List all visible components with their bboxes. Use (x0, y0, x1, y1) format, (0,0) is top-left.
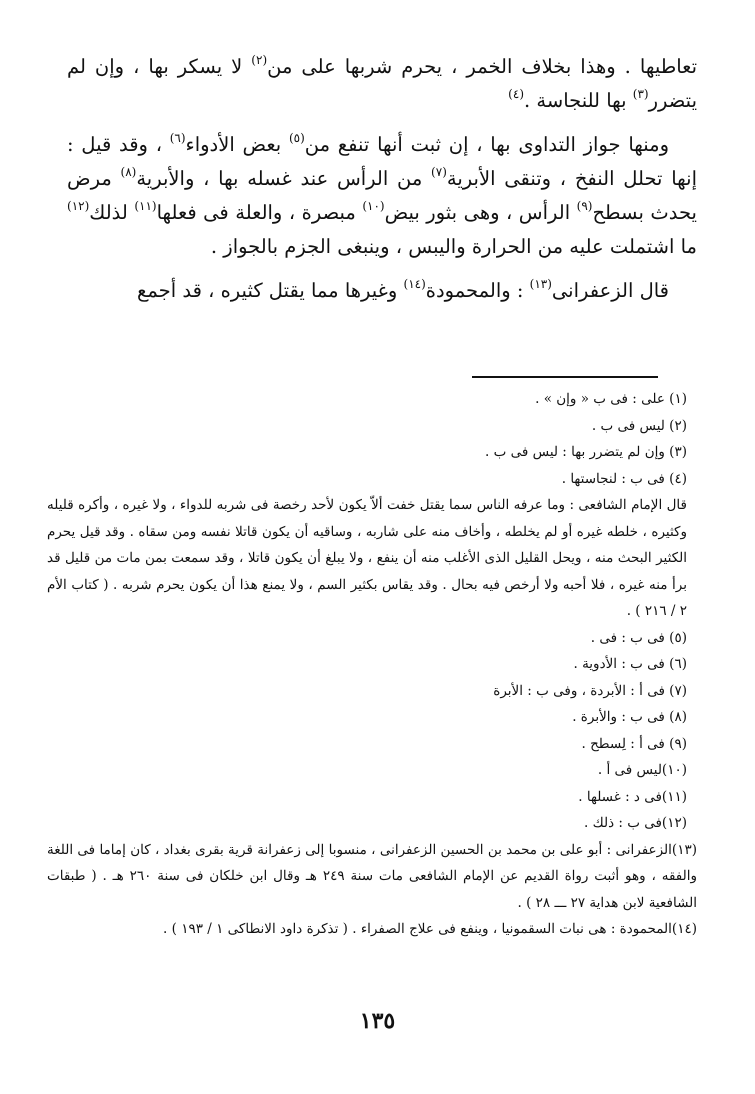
footnote-marker: (٢) (251, 53, 268, 67)
footnote-13 (47, 837, 697, 917)
page-number: ١٣٥ (359, 1008, 396, 1034)
footnote-marker: (٥) (288, 131, 305, 145)
footnote-13-text: الزعفرانى : أبو على بن محمد بن الحسين الزعفرانى ، منسوبا إلى زعفرانة قرية بقرى بغداد ، كان إماما فى اللغة والفقه ، وهو أثبت رواة القديم عن الإمام الشافعى مات سنة ٢٤٩ هـ وقال ابن خلكان فى سنة ٢٦٠ هـ . ( طبقات الشافعية لابن هداية ٢٧ ـــ ٢٨ ) . (47, 841, 697, 911)
footnote-11: (١١)فى د : غسلها . (578, 788, 687, 805)
footnote-marker: (١٢) (67, 199, 90, 213)
paragraph: قال الزعفرانى$^{(١٣)}$ : والمحمودة$^{(١٤)}$ وغيرها مما يقتل كثيره ، قد أجمع (137, 277, 669, 302)
footnote-6: (٦) فى ب : الأدوية . (573, 656, 687, 672)
footnote-marker: (٧) (431, 165, 447, 179)
footnotes (47, 386, 697, 943)
footnote-3: (٣) وإن لم يتضرر بها : ليس فى ب . (485, 444, 687, 460)
footnote-13-number: (١٣) (671, 841, 697, 858)
footnote-marker: (١٤) (403, 277, 426, 291)
footnote-marker: (٤) (508, 87, 524, 101)
footnote-shafii-quote: قال الإمام الشافعى : وما عرفه الناس سما يقتل خفت ألاّ يكون لأحد رخصة فى شربه للدواء ، ولا غيره ، وأكره قليله وكثيره ، خلطه غيره أو لم يخلطه ، وأخاف منه على شاربه ، وساقيه أن يكون قاتلا نفسه ومن سقاه . وقد قيل يحرم الكثير البحث منه ، ويحل القليل الذى الأغلب منه أن ينفع ، ولا يبلغ أن يكون قاتلا ، وقد سمعت بمن مات من قليل قد برأ منه غيره ، فلا أحبه ولا أرخص فيه بحال . وقد يقاس بكثير السم ، ولا يمنع هذا أن يكون يحرم شربه . ( كتاب الأم ٢ / ٢١٦ ) . (47, 497, 687, 619)
footnote-12: (١٢)فى ب : ذلك . (584, 815, 687, 831)
footnote-4: (٤) فى ب : لنجاستها . (561, 470, 687, 487)
footnote-marker: (٣) (632, 87, 649, 101)
footnote-marker: (١١) (134, 199, 157, 213)
footnote-2: (٢) ليس فى ب . (591, 417, 687, 434)
footnote-14: (١٤)المحمودة : هى نبات السقمونيا ، وينفع فى علاج الصفراء . ( تذكرة داود الانطاكى ١ / ١٩٣ ) . (163, 921, 697, 937)
footnote-7: (٧) فى أ : الأبردة ، وفى ب : الأبرة (493, 682, 687, 699)
footnote-separator (472, 376, 658, 378)
main-text (67, 50, 697, 318)
paragraph: ومنها جواز التداوى بها ، إن ثبت أنها تنفع من$^{(٥)}$ بعض الأدواء$^{(٦)}$ ، وقد قيل : إنها تحلل النفخ ، وتنقى الأبرية$^{(٧)}$ من الرأس عند غسله بها ، والأبرية$^{(٨)}$ مرض يحدث بسطح$^{(٩)}$ الرأس ، وهى بثور بيض$^{(١٠)}$ مبصرة ، والعلة فى فعلها$^{(١١)}$ لذلك$^{(١٢)}$ ما اشتملت عليه من الحرارة واليبس ، وينبغى الجزم بالجواز . (67, 131, 697, 258)
footnote-marker: (٦) (169, 131, 186, 145)
footnote-8: (٨) فى ب : والأبرة . (572, 709, 687, 725)
footnote-10: (١٠)ليس فى أ . (597, 762, 687, 778)
paragraph: تعاطيها . وهذا بخلاف الخمر ، يحرم شربها على من$^{(٢)}$ لا يسكر بها ، وإن لم يتضرر$^{(٣)}$ بها للنجاسة .$^{(٤)}$ (67, 53, 697, 112)
footnote-marker: (١٣) (529, 277, 552, 291)
footnote-marker: (٨) (120, 165, 137, 179)
footnote-5: (٥) فى ب : فى . (590, 629, 687, 646)
footnote-marker: (١٠) (362, 199, 385, 213)
footnote-9: (٩) فى أ : لِسطح . (581, 735, 687, 752)
footnote-marker: (٩) (576, 199, 593, 213)
footnote-1: (١) على : فى ب « وإن » . (535, 391, 687, 407)
